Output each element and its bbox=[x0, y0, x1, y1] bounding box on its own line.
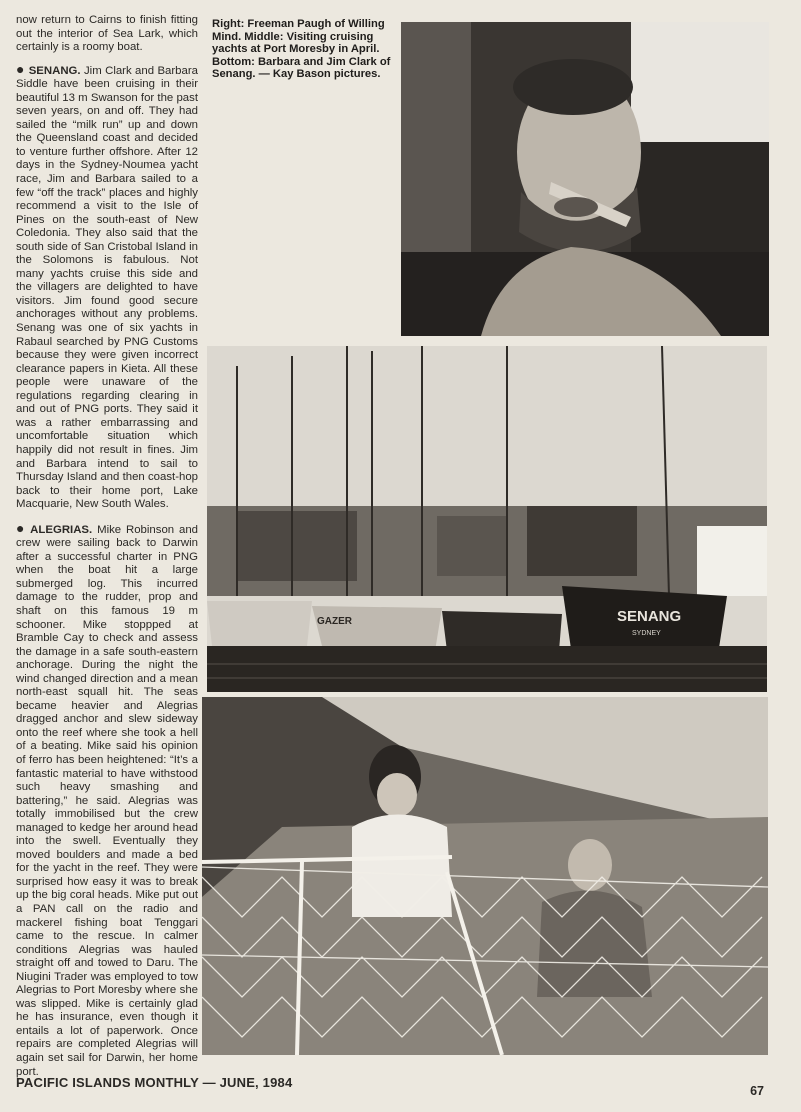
page-number: 67 bbox=[750, 1084, 764, 1098]
section-body-senang: Jim Clark and Barbara Siddle have been cruising in their beautiful 13 m Swanson for the past seven years, on and off. They had sailed the “milk run” up and down the Queensland coast and decided to venture further offshore. After 12 days in the Sydney-Noumea yacht race, Jim and Barbara sailed to a few “off the track” places and highly recommend a visit to the Isle of Pines on the south-east of New Coledonia. They also said that the south side of San Cristobal Island in the Solomons is fabulous. Not many yachts cruise this side and the villagers are delighted to have visitors. Jim found good secure anchorages without any problems. Senang was one of six yachts in Rabaul searched by PNG Customs because they were given incorrect clearance papers in Kieta. All these people were unaware of the regulations regarding clearing in and out of PNG ports. They said it was a rather embarrassing and uncomfortable situation which happily did not result in fines. Jim and Barbara intend to sail to Thursday Island and then coast-hop back to their home port, Lake Macquarie, New South Wales. bbox=[16, 64, 198, 511]
section-heading-senang: SENANG. bbox=[28, 64, 81, 77]
section-heading-alegrias: ALEGRIAS. bbox=[30, 523, 93, 536]
section-alegrias bbox=[16, 519, 198, 1079]
bullet-icon: ● bbox=[16, 60, 25, 77]
stern-name-label: SENANG bbox=[617, 608, 682, 625]
portrait-photo bbox=[401, 22, 769, 336]
publication-title: PACIFIC ISLANDS MONTHLY — JUNE, 1984 bbox=[16, 1075, 293, 1090]
section-senang bbox=[16, 60, 198, 512]
photo-caption: Right: Freeman Paugh of Willing Mind. Middle: Visiting cruising yachts at Port Moresby in April. Bottom: Barbara and Jim Clark of Senang. — Kay Bason pictures. bbox=[212, 18, 391, 81]
stern-port-label: SYDNEY bbox=[632, 630, 661, 637]
bow-name-label: GAZER bbox=[317, 616, 352, 627]
article-intro: now return to Cairns to finish fitting out the interior of Sea Lark, which certainly is a roomy boat. bbox=[16, 14, 198, 54]
harbour-photo bbox=[207, 346, 767, 692]
article-column bbox=[16, 14, 198, 1089]
section-body-alegrias: Mike Robinson and crew were sailing back to Darwin after a successful charter in PNG when the boat hit a large submerged log. This incurred damage to the rudder, prop and shaft on this famous 19 m schooner. Mike stoppped at Bramble Cay to check and assess the damage in a safe south-eastern anchorage. During the night the wind changed direction and a mean north-east squall hit. The seas became heavier and Alegrias dragged anchor and slew sideway onto the reef where she took a hell of a beating. Mike said his opinion of ferro has been heightened: “It’s a fantastic material to have withstood such heavy smashing and battering,” he said. Alegrias was totally immobilised but the crew managed to kedge her around head into the swell. Eventually they moved boulders and made a bed for the yacht in the reef. They were surprised how easy it was to break up the big coral heads. Mike put out a PAN call on the radio and mackerel fishing boat Tenggari came to the rescue. In calmer conditions Alegrias was hauled straight off and towed to Daru. The Niugini Trader was employed to tow Alegrias to Port Moresby where she was slipped. Mike is certainly glad he has insurance, even though it entails a lot of paperwork. Once repairs are completed Alegrias will again set sail for Darwin, her home port. bbox=[16, 523, 198, 1078]
bullet-icon: ● bbox=[16, 519, 27, 536]
couple-photo bbox=[202, 697, 768, 1055]
